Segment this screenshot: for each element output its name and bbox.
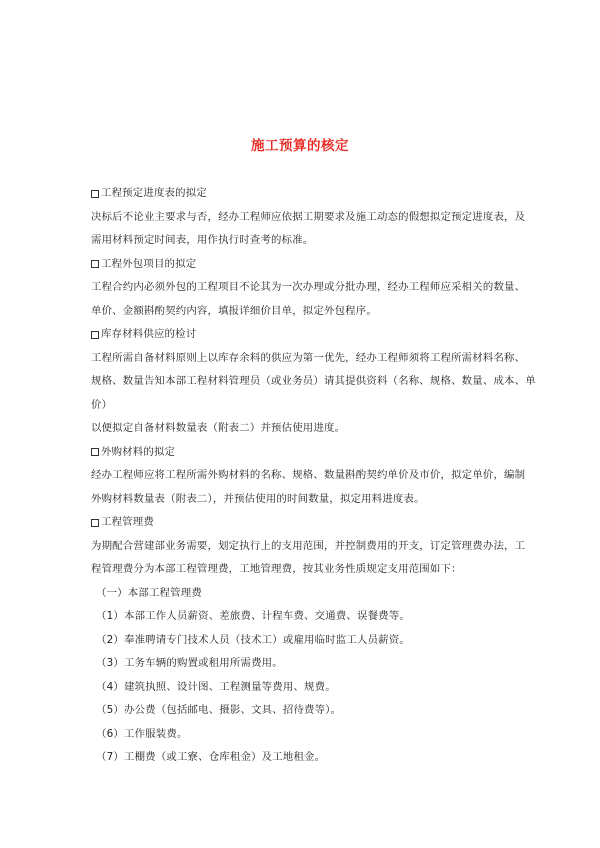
checkbox-icon [91, 190, 99, 198]
section-heading [91, 511, 541, 535]
list-item: （5）办公费（包括邮电、摄影、文具、招待费等）。 [96, 704, 342, 716]
list-item: （4）建筑执照、设计图、工程测量等费用、规费。 [96, 680, 336, 693]
section-heading [91, 441, 541, 465]
paragraph-line: 以便拟定自备材料数量表（附表二）并预估使用进度。 [91, 422, 346, 434]
paragraph-line: 需用材料预定时间表，用作执行时查考的标准。 [91, 234, 314, 246]
document-body [91, 182, 541, 770]
list-item: （6）工作服装费。 [96, 727, 188, 740]
list-item: （3）工务车辆的购置或租用所需费用。 [96, 657, 283, 669]
section-heading [91, 323, 541, 347]
section-heading [91, 253, 541, 277]
paragraph-line: 经办工程师应将工程所需外购材料的名称、规格、数量斟酌契约单价及市价，拟定单价，编制 [91, 469, 526, 481]
fee-item-list [91, 605, 541, 770]
section-heading-text: 库存材料供应的检讨 [101, 328, 197, 340]
section-outsourcing [91, 253, 541, 324]
section-purchase [91, 441, 541, 512]
section-management-fee [91, 511, 541, 582]
list-item: （2）奉准聘请专门技术人员（技术工）或雇用临时监工人员薪资。 [96, 633, 410, 646]
paragraph-line: 程管理费分为本部工程管理费，工地管理费，按其业务性质规定支用范围如下： [91, 563, 462, 575]
checkbox-icon [91, 260, 99, 268]
subheading: （一）本部工程管理费 [96, 586, 202, 599]
paragraph-line: 决标后不论业主要求与否，经办工程师应依据工期要求及施工动态的假想拟定预定进度表，及 [91, 210, 526, 223]
section-heading [91, 182, 541, 206]
section-heading-text: 工程外包项目的拟定 [101, 257, 197, 270]
section-heading-text: 外购材料的拟定 [101, 445, 176, 458]
list-item: （7）工棚费（或工寮、仓库租金）及工地租金。 [96, 751, 326, 763]
paragraph-line: 外购材料数量表（附表二），并预估使用的时间数量，拟定用料进度表。 [91, 492, 425, 505]
paragraph-line: 工程所需自备材料原则上以库存余料的供应为第一优先，经办工程师须将工程所需材料名称、 [91, 351, 526, 364]
checkbox-icon [91, 448, 99, 456]
section-schedule [91, 182, 541, 253]
paragraph-line: 工程合约内必须外包的工程项目不论其为一次办理或分批办理，经办工程师应采相关的数量、 [91, 281, 526, 293]
paragraph-line: 单价、金额斟酌契约内容，填报详细价目单，拟定外包程序。 [91, 304, 377, 317]
checkbox-icon [91, 331, 99, 339]
paragraph-line: 规格、数量告知本部工程材料管理员（或业务员）请其提供资料（名称、规格、数量、成本、单价） [91, 375, 536, 411]
checkbox-icon [91, 519, 99, 527]
list-item: （1）本部工作人员薪资、差旅费、计程车费、交通费、误餐费等。 [96, 610, 410, 622]
section-heading-text: 工程管理费 [101, 516, 154, 528]
section-heading-text: 工程预定进度表的拟定 [101, 187, 207, 199]
section-inventory [91, 323, 541, 441]
paragraph-line: 为期配合营建部业务需要，划定执行上的支用范围，并控制费用的开支，订定管理费办法，工 [91, 539, 526, 552]
document-title: 施工预算的核定 [251, 138, 349, 154]
